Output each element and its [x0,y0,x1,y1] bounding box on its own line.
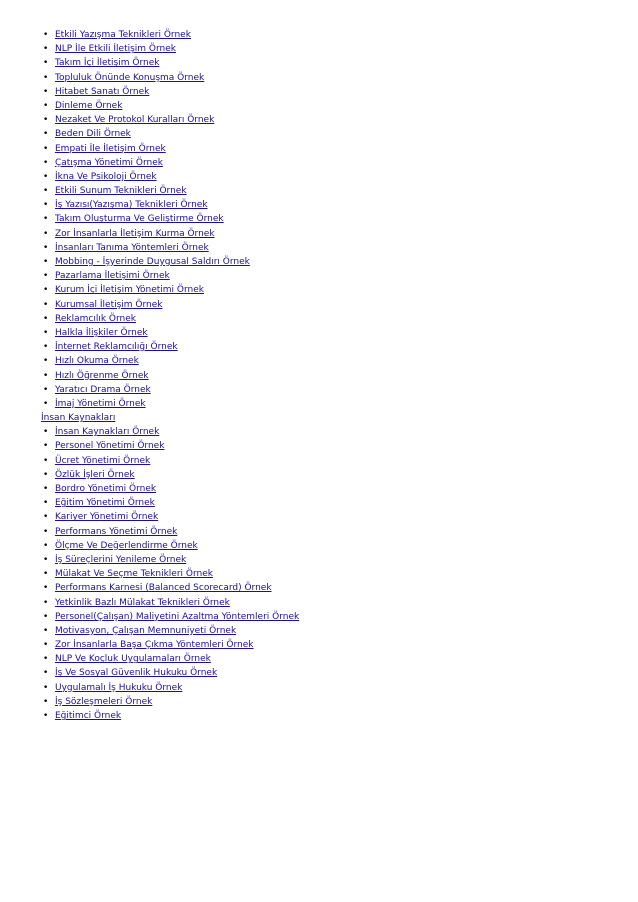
bullet-icon: • [43,86,49,97]
list-item-link[interactable]: İnsan Kaynakları Örnek [55,427,160,438]
list-item-link[interactable]: Topluluk Önünde Konuşma Örnek [55,72,205,83]
list-item [0,652,638,666]
list-item [0,695,638,709]
bullet-icon: • [43,441,49,452]
bullet-icon: • [43,242,49,253]
list-item-link[interactable]: Zor İnsanlarla İletişim Kurma Örnek [55,228,215,239]
list-item [0,298,638,312]
list-item [0,553,638,567]
list-item-link[interactable]: Yetkinlik Bazlı Mülakat Teknikleri Örnek [55,597,230,608]
list-item-link[interactable]: Özlük İşleri Örnek [55,469,135,480]
bullet-icon: • [43,498,49,509]
bullet-icon: • [43,427,49,438]
bullet-icon: • [43,611,49,622]
list-item-link[interactable]: NLP İle Etkili İletişim Örnek [55,44,176,55]
list-item [0,581,638,595]
list-item-link[interactable]: İkna Ve Psikoloji Örnek [55,171,157,182]
list-item [0,454,638,468]
list-item-link[interactable]: İş Sözleşmeleri Örnek [55,696,153,707]
bullet-icon: • [43,30,49,40]
list-item-link[interactable]: Zor İnsanlarla Başa Çıkma Yöntemleri Örnek [55,640,254,651]
list-item-link[interactable]: Personel Yönetimi Örnek [55,441,165,452]
bullet-icon: • [43,115,49,126]
list-item [0,468,638,482]
list-item-link[interactable]: Uygulamalı İş Hukuku Örnek [55,682,183,693]
bullet-icon: • [43,171,49,182]
list-item-link[interactable]: Bordro Yönetimi Örnek [55,484,157,494]
list-item-link[interactable]: Pazarlama İletişimi Örnek [55,271,170,282]
list-item [0,383,638,397]
bullet-icon: • [43,711,49,721]
list-item [0,142,638,156]
list-item [0,56,638,70]
list-item [0,439,638,453]
list-item-link[interactable]: İmaj Yönetimi Örnek [55,398,146,409]
list-item-link[interactable]: Çatışma Yönetimi Örnek [55,157,163,168]
list-item-link[interactable]: Mobbing - İşyerinde Duygusal Saldırı Örnek [55,257,250,267]
list-item [0,525,638,539]
bullet-icon: • [43,44,49,55]
section-heading-insan-kaynaklari[interactable] [0,411,638,425]
list-item [0,212,638,226]
list-item-link[interactable]: Personel(Çalışan) Maliyetini Azaltma Yöntemleri Örnek [55,611,300,622]
list-item-link[interactable]: Kariyer Yönetimi Örnek [55,512,159,523]
bullet-icon: • [43,512,49,523]
list-item [0,170,638,184]
list-item-link[interactable]: Mülakat Ve Seçme Teknikleri Örnek [55,569,213,580]
list-item-link[interactable]: İnternet Reklamcılığı Örnek [55,342,178,353]
bullet-icon: • [43,186,49,197]
list-item [0,326,638,340]
bullet-icon: • [43,540,49,551]
list-item [0,638,638,652]
list-item [0,255,638,269]
bullet-icon: • [43,398,49,409]
list-item-link[interactable]: Dinleme Örnek [55,100,123,111]
list-item [0,354,638,368]
list-item-link[interactable]: NLP Ve Koçluk Uygulamaları Örnek [55,654,211,665]
list-item [0,340,638,354]
bullet-icon: • [43,484,49,494]
list-item-link[interactable]: Nezaket Ve Protokol Kuralları Örnek [55,115,215,126]
list-item [0,397,638,411]
list-item [0,156,638,170]
list-item [0,241,638,255]
section-heading-link[interactable]: İnsan Kaynakları [41,413,116,424]
bullet-icon: • [43,356,49,367]
list-item-link[interactable]: Ölçme Ve Değerlendirme Örnek [55,540,198,551]
bullet-icon: • [43,228,49,239]
list-item-link[interactable]: Performans Yönetimi Örnek [55,526,178,537]
list-item [0,482,638,496]
list-item [0,596,638,610]
bullet-icon: • [43,654,49,665]
bullet-icon: • [43,370,49,381]
list-item-link[interactable]: Hitabet Sanatı Örnek [55,86,150,97]
bullet-icon: • [43,313,49,324]
list-item-link[interactable]: İş Süreçlerini Yenileme Örnek [55,554,187,565]
bullet-icon: • [43,696,49,707]
list-item [0,227,638,241]
bullet-icon: • [43,100,49,111]
list-item-link[interactable]: Takım İçi İletişim Örnek [55,58,160,69]
list-item-link[interactable]: Hızlı Okuma Örnek [55,356,139,367]
list-item-link[interactable]: Etkili Yazışma Teknikleri Örnek [55,30,191,40]
list-item [0,99,638,113]
list-item [0,85,638,99]
bullet-icon: • [43,257,49,267]
bullet-icon: • [43,129,49,140]
list-item [0,113,638,127]
list-item [0,539,638,553]
list-item [0,567,638,581]
link-list-section-2 [0,425,638,723]
bullet-icon: • [43,72,49,83]
bullet-icon: • [43,625,49,636]
list-item-link[interactable]: Beden Dili Örnek [55,129,131,140]
list-item [0,283,638,297]
list-item [0,28,638,42]
list-item-link[interactable]: Reklamcılık Örnek [55,313,136,324]
bullet-icon: • [43,214,49,225]
list-item-link[interactable]: Kurumsal İletişim Örnek [55,299,163,310]
list-item [0,184,638,198]
bullet-icon: • [43,583,49,594]
bullet-icon: • [43,554,49,565]
list-item-link[interactable]: Hızlı Öğrenme Örnek [55,370,149,381]
bullet-icon: • [43,157,49,168]
list-item-link[interactable]: Empati İle İletişim Örnek [55,143,166,154]
list-item-link[interactable]: Kurum İçi İletişim Yönetimi Örnek [55,285,204,296]
bullet-icon: • [43,285,49,296]
list-item-link[interactable]: Takım Oluşturma Ve Geliştirme Örnek [55,214,224,225]
list-item [0,42,638,56]
bullet-icon: • [43,469,49,480]
bullet-icon: • [43,271,49,282]
list-item [0,127,638,141]
list-item-link[interactable]: Etkili Sunum Teknikleri Örnek [55,186,187,197]
bullet-icon: • [43,640,49,651]
list-item-link[interactable]: Performans Karnesi (Balanced Scorecard) Örnek [55,583,272,594]
list-item-link[interactable]: Eğitim Yönetimi Örnek [55,498,155,509]
bullet-icon: • [43,668,49,679]
list-item-link[interactable]: İnsanları Tanıma Yöntemleri Örnek [55,242,209,253]
list-item [0,610,638,624]
bullet-icon: • [43,58,49,69]
document-content [0,28,638,723]
list-item-link[interactable]: Yaratıcı Drama Örnek [55,384,151,395]
bullet-icon: • [43,682,49,693]
list-item [0,624,638,638]
bullet-icon: • [43,200,49,211]
bullet-icon: • [43,455,49,466]
list-item-link[interactable]: Ücret Yönetimi Örnek [55,455,151,466]
bullet-icon: • [43,569,49,580]
list-item [0,425,638,439]
list-item-link[interactable]: İş Yazısı(Yazışma) Teknikleri Örnek [55,200,208,211]
list-item-link[interactable]: İş Ve Sosyal Güvenlik Hukuku Örnek [55,668,218,679]
bullet-icon: • [43,526,49,537]
list-item [0,312,638,326]
list-item [0,71,638,85]
bullet-icon: • [43,327,49,338]
bullet-icon: • [43,597,49,608]
list-item [0,666,638,680]
list-item-link[interactable]: Eğitimci Örnek [55,711,122,721]
bullet-icon: • [43,143,49,154]
list-item [0,496,638,510]
bullet-icon: • [43,384,49,395]
bullet-icon: • [43,299,49,310]
list-item-link[interactable]: Halkla İlişkiler Örnek [55,327,148,338]
list-item [0,369,638,383]
list-item-link[interactable]: Motivasyon, Çalışan Memnuniyeti Örnek [55,625,237,636]
list-item [0,269,638,283]
list-item [0,681,638,695]
list-item [0,510,638,524]
bullet-icon: • [43,342,49,353]
list-item [0,709,638,723]
link-list-section-1 [0,28,638,411]
list-item [0,198,638,212]
